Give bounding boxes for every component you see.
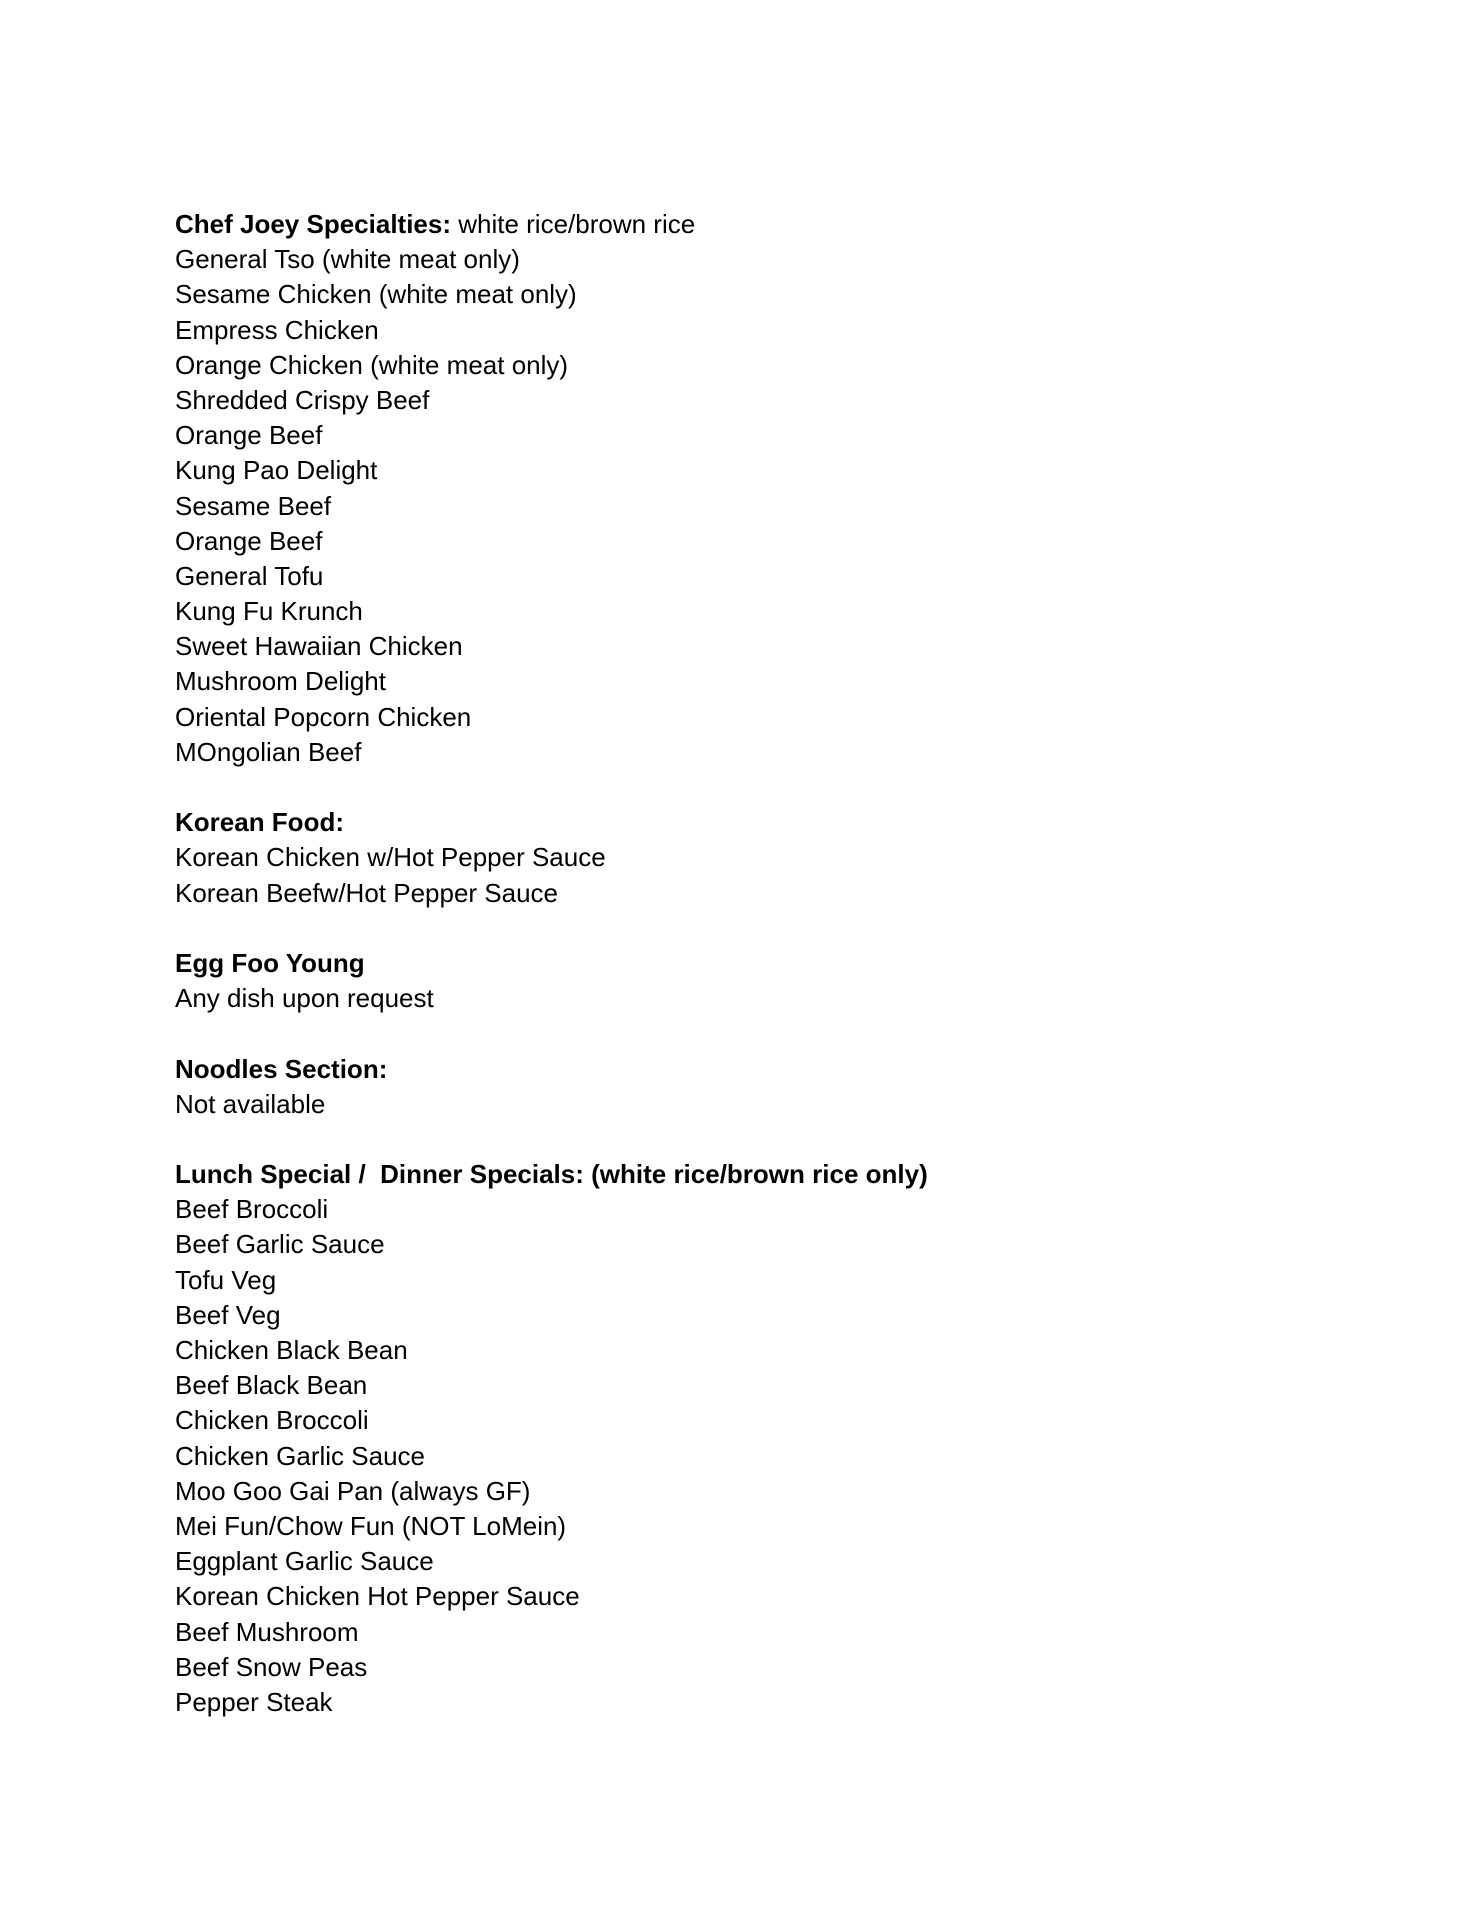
menu-item: Orange Beef (175, 525, 323, 556)
menu-item: Beef Black Bean (175, 1370, 368, 1401)
section-heading: Egg Foo Young (175, 947, 365, 978)
menu-item: Tofu Veg (175, 1264, 277, 1295)
menu-item: General Tso (white meat only) (175, 244, 520, 275)
menu-item: Sweet Hawaiian Chicken (175, 631, 463, 662)
section-heading: Chef Joey Specialties: (175, 209, 451, 239)
menu-item: Mei Fun/Chow Fun (NOT LoMein) (175, 1510, 567, 1541)
section-noodles (175, 1052, 1375, 1122)
menu-item: MOngolian Beef (175, 736, 362, 767)
menu-item: Chicken Broccoli (175, 1405, 369, 1436)
menu-item: Orange Beef (175, 420, 323, 451)
menu-item: Shredded Crispy Beef (175, 384, 430, 415)
section-heading-line (175, 207, 1375, 242)
menu-item: Kung Fu Krunch (175, 596, 363, 627)
menu-item: Eggplant Garlic Sauce (175, 1546, 434, 1577)
menu-item: Not available (175, 1088, 326, 1119)
menu-item: Orange Chicken (white meat only) (175, 349, 569, 380)
menu-item: Beef Broccoli (175, 1194, 329, 1225)
section-korean-food (175, 805, 1375, 911)
menu-item: Any dish upon request (175, 983, 434, 1014)
menu-item: Oriental Popcorn Chicken (175, 701, 472, 732)
menu-item: Beef Veg (175, 1299, 281, 1330)
section-spacer (175, 911, 1375, 946)
menu-item: Korean Beefw/Hot Pepper Sauce (175, 877, 559, 908)
menu-item: Moo Goo Gai Pan (always GF) (175, 1475, 531, 1506)
menu-item: Pepper Steak (175, 1686, 333, 1717)
menu-item: Korean Chicken Hot Pepper Sauce (175, 1581, 580, 1612)
menu-item: Beef Snow Peas (175, 1651, 368, 1682)
menu-item: Sesame Chicken (white meat only) (175, 279, 577, 310)
section-spacer (175, 770, 1375, 805)
section-heading-note: white rice/brown rice (451, 209, 696, 239)
menu-item: Korean Chicken w/Hot Pepper Sauce (175, 842, 606, 873)
menu-item: Sesame Beef (175, 490, 332, 521)
menu-item: Kung Pao Delight (175, 455, 378, 486)
menu-document (175, 207, 1375, 1720)
section-heading: Noodles Section: (175, 1053, 388, 1084)
menu-item: Beef Garlic Sauce (175, 1229, 385, 1260)
section-egg-foo-young (175, 946, 1375, 1016)
menu-item: Mushroom Delight (175, 666, 386, 697)
section-heading: Korean Food: (175, 807, 344, 838)
menu-item: Beef Mushroom (175, 1616, 359, 1647)
section-heading: Lunch Special / Dinner Specials: (white rice/brown rice only) (175, 1159, 928, 1190)
section-spacer (175, 1016, 1375, 1051)
menu-item: Chicken Garlic Sauce (175, 1440, 425, 1471)
menu-item: Empress Chicken (175, 314, 379, 345)
menu-item: Chicken Black Bean (175, 1335, 408, 1365)
section-chef-joey-specialties (175, 207, 1375, 770)
section-spacer (175, 1122, 1375, 1157)
menu-item: General Tofu (175, 560, 324, 591)
section-lunch-dinner-specials (175, 1157, 1375, 1720)
